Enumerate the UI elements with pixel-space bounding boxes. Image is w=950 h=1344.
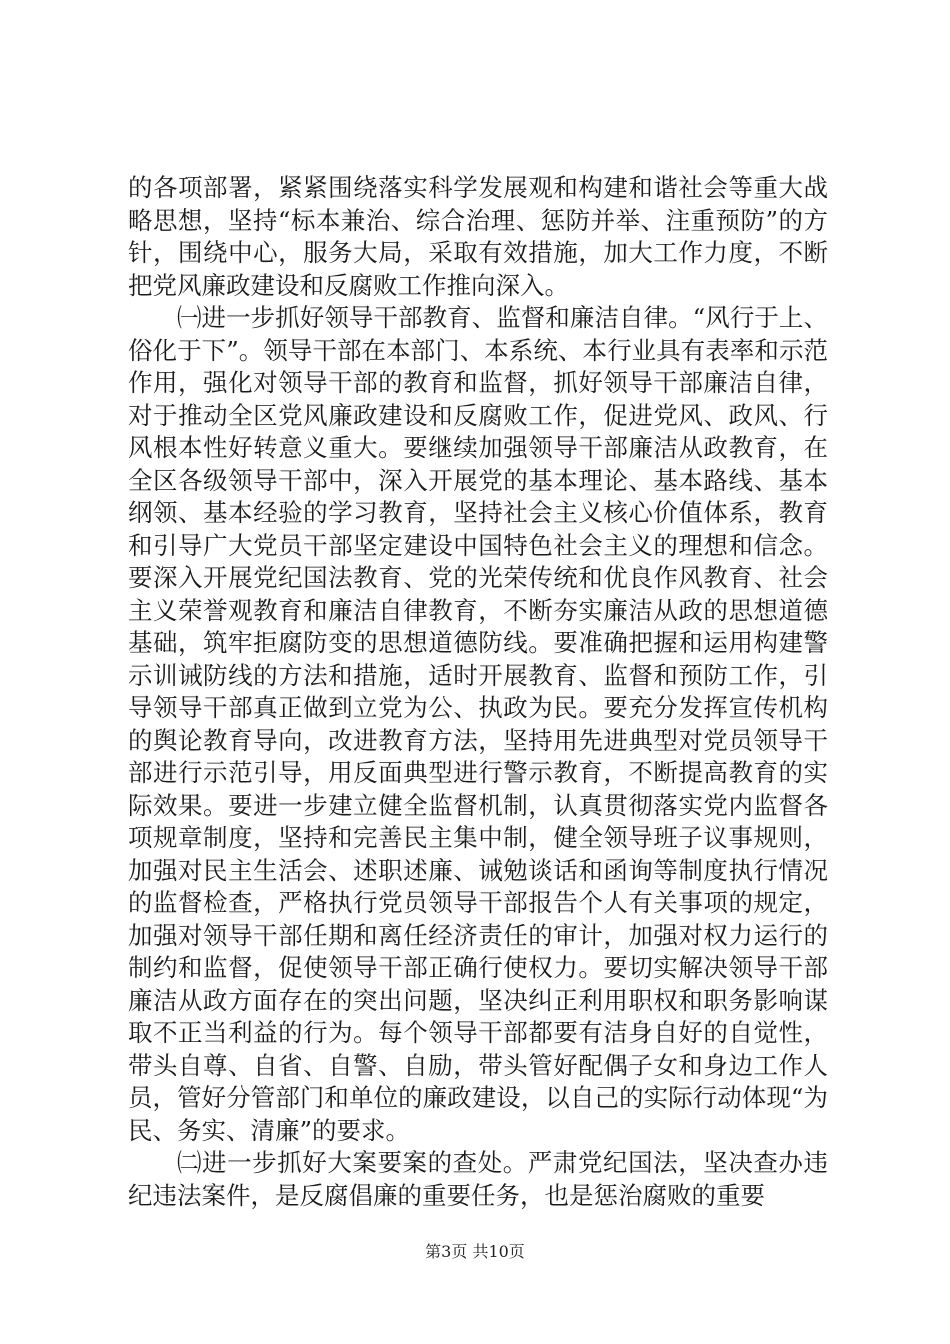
- paragraph-1: 的各项部署，紧紧围绕落实科学发展观和构建和谐社会等重大战略思想，坚持“标本兼治、综合治理、惩防并举、注重预防”的方针，围绕中心，服务大局，采取有效措施，加大工作力度，不断把党风廉政建设和反腐败工作推向深入。: [128, 173, 828, 300]
- body-text: [128, 172, 828, 1212]
- paragraph-2: ㈠进一步抓好领导干部教育、监督和廉洁自律。“风行于上、俗化于下”。领导干部在本部门、本系统、本行业具有表率和示范作用，强化对领导干部的教育和监督，抓好领导干部廉洁自律，对于推动全区党风廉政建设和反腐败工作，促进党风、政风、行风根本性好转意义重大。要继续加强领导干部廉洁从政教育，在全区各级领导干部中，深入开展党的基本理论、基本路线、基本纲领、基本经验的学习教育，坚持社会主义核心价值体系，教育和引导广大党员干部坚定建设中国特色社会主义的理想和信念。要深入开展党纪国法教育、党的光荣传统和优良作风教育、社会主义荣誉观教育和廉洁自律教育，不断夯实廉洁从政的思想道德基础，筑牢拒腐防变的思想道德防线。要准确把握和运用构建警示训诫防线的方法和措施，适时开展教育、监督和预防工作，引导领导干部真正做到立党为公、执政为民。要充分发挥宣传机构的舆论教育导向，改进教育方法，坚持用先进典型对党员领导干部进行示范引导，用反面典型进行警示教育，不断提高教育的实际效果。要进一步建立健全监督机制，认真贯彻落实党内监督各项规章制度，坚持和完善民主集中制，健全领导班子议事规则，加强对民主生活会、述职述廉、诫勉谈话和函询等制度执行情况的监督检查，严格执行党员领导干部报告个人有关事项的规定，加强对领导干部任期和离任经济责任的审计，加强对权力运行的制约和监督，促使领导干部正确行使权力。要切实解决领导干部廉洁从政方面存在的突出问题，坚决纠正利用职权和职务影响谋取不正当利益的行为。每个领导干部都要有洁身自好的自觉性，带头自尊、自省、自警、自励，带头管好配偶子女和身边工作人员，管好分管部门和单位的廉政建设，以自己的实际行动体现“为民、务实、清廉”的要求。: [128, 303, 828, 1145]
- page-number-footer: 第3页 共10页: [425, 1242, 525, 1261]
- paragraph-3: ㈡进一步抓好大案要案的查处。严肃党纪国法，坚决查办违纪违法案件，是反腐倡廉的重要任务，也是惩治腐败的重要: [128, 1148, 828, 1210]
